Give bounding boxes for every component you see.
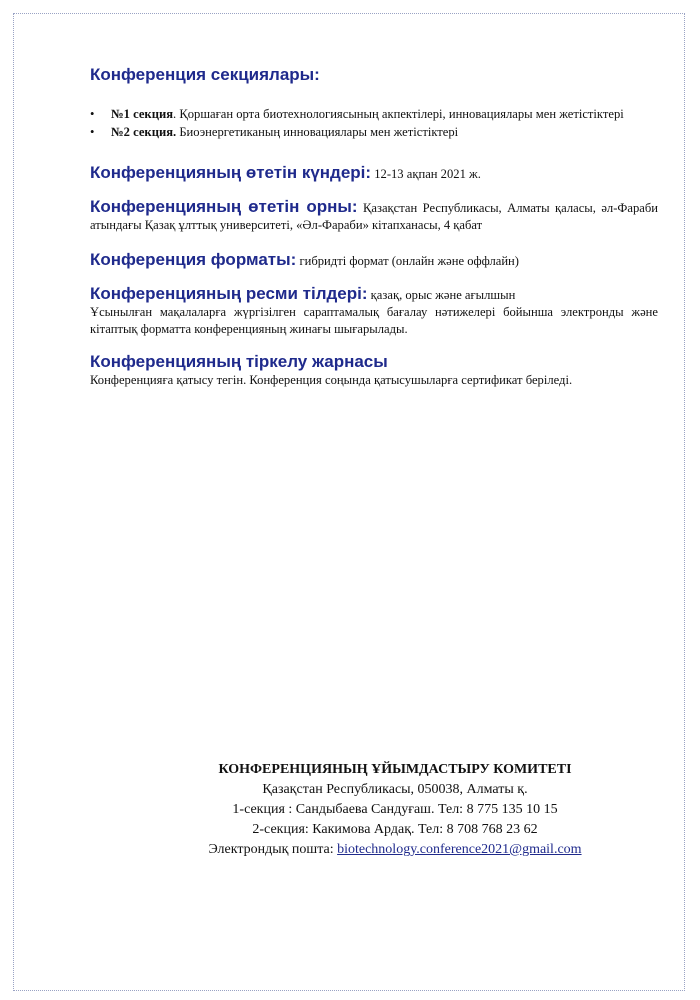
- format-label: Конференция форматы:: [90, 250, 297, 269]
- section-2-text: Биоэнергетиканың инновациялары мен жетістіктері: [176, 125, 459, 139]
- section-1-label: №1 секция: [111, 107, 174, 121]
- organizing-committee: [150, 760, 640, 860]
- list-item: [90, 124, 658, 141]
- languages-note: Ұсынылған мақалаларға жүргізілген сараптамалық бағалау нәтижелері бойынша электронды және кітаптық форматта конференцияның жинағы шығарылады.: [90, 305, 658, 336]
- committee-section-1: 1-секция : Сандыбаева Сандуғаш. Тел: 8 775 135 10 15: [232, 802, 558, 817]
- dates-value: 12-13 ақпан 2021 ж.: [371, 167, 481, 181]
- venue-row: [90, 198, 658, 234]
- fee-note: Конференцияға қатысу тегін. Конференция соңында қатысушыларға сертификат беріледі.: [90, 373, 573, 387]
- sections-title: Конференция секциялары:: [90, 65, 320, 84]
- page-content: [90, 64, 658, 389]
- sections-list: [90, 106, 658, 141]
- bullet-icon: •: [90, 107, 95, 121]
- bullet-icon: •: [90, 125, 95, 139]
- format-value: гибридті формат (онлайн және оффлайн): [296, 254, 519, 268]
- dates-label: Конференцияның өтетін күндері:: [90, 163, 372, 182]
- committee-title: КОНФЕРЕНЦИЯНЫҢ ҰЙЫМДАСТЫРУ КОМИТЕТІ: [218, 762, 572, 777]
- languages-value: қазақ, орыс және ағылшын: [367, 288, 516, 302]
- languages-label: Конференцияның ресми тілдері:: [90, 284, 368, 303]
- list-item: [90, 106, 658, 123]
- fee-row: [90, 352, 658, 372]
- format-row: [90, 250, 658, 270]
- venue-label: Конференцияның өтетін орны:: [90, 197, 358, 216]
- email-label: Электрондық пошта:: [208, 842, 338, 857]
- committee-email-row: [150, 840, 640, 860]
- venue-value: Қазақстан Республикасы, Алматы қаласы, әл-Фараби атындағы Қазақ ұлттық университеті, «Әл-Фараби» кітапханасы, 4 қабат: [90, 201, 658, 232]
- section-2-label: №2 секция.: [111, 125, 177, 139]
- languages-row: [90, 284, 658, 304]
- dates-row: [90, 163, 658, 183]
- section-1-text: . Қоршаған орта биотехнологиясының акпектілері, инновациялары мен жетістіктері: [173, 107, 624, 121]
- fee-label: Конференцияның тіркелу жарнасы: [90, 352, 388, 371]
- committee-address: Қазақстан Республикасы, 050038, Алматы қ.: [262, 782, 528, 797]
- email-link[interactable]: biotechnology.conference2021@gmail.com: [337, 842, 582, 857]
- committee-section-2: 2-секция: Какимова Ардақ. Тел: 8 708 768 23 62: [252, 822, 538, 837]
